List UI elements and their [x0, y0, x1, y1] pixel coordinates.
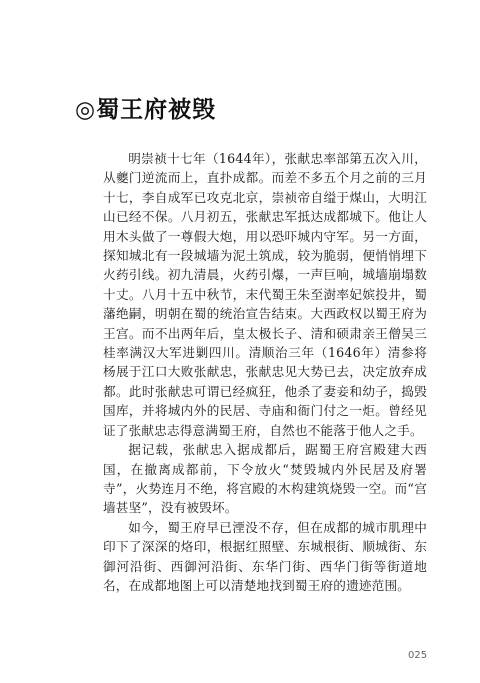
paragraph-3: 如今，蜀王府早已湮没不存，但在成都的城市肌理中印下了深深的烙印，根据红照壁、东城根街、顺城街、东御河沿街、西御河沿街、东华门街、西华门街等街道地名，在成都地图上可以清楚地找到蜀王府的遗迹范围。 [103, 519, 427, 593]
body-text [103, 149, 427, 595]
paragraph-2: 据记载，张献忠入据成都后，踞蜀王府宫殿建大西国，在撤离成都前，下令放火“焚毁城内外民居及府署寺”，火势连月不绝，将宫殿的木构建筑烧毁一空。而“宫墙甚坚”，没有被毁坏。 [103, 442, 427, 516]
paragraph-1: 明崇祯十七年（1644年），张献忠率部第五次入川，从夔门逆流而上，直扑成都。而差不多五个月之前的三月十七，李自成军已攻克北京，崇祯帝自缢于煤山，大明江山已经不保。八月初五，张献忠军抵达成都城下。他让人用木头做了一尊假大炮，用以恐吓城内守军。另一方面，探知城北有一段城墙为泥土筑成，较为脆弱，便悄悄埋下火药引线。初九清晨，火药引爆，一声巨响，城墙崩塌数十丈。八月十五中秋节，末代蜀王朱至澍率妃嫔投井，蜀藩绝嗣，明朝在蜀的统治宣告结束。大西政权以蜀王府为王宫。而不出两年后，皇太极长子、清和硕肃亲王僧吴三桂率满汉大军进剿四川。清顺治三年（1646年）清参将杨展于江口大败张献忠，张献忠见大势已去，决定放弃成都。此时张献忠可谓已经疯狂，他杀了妻妾和幼子，捣毁国库，并将城内外的民居、寺庙和衙门付之一炬。曾经见证了张献忠志得意满蜀王府，自然也不能落于他人之手。 [103, 151, 427, 438]
page-number: 025 [408, 650, 428, 661]
section-heading: ◎蜀王府被毁 [75, 97, 217, 123]
